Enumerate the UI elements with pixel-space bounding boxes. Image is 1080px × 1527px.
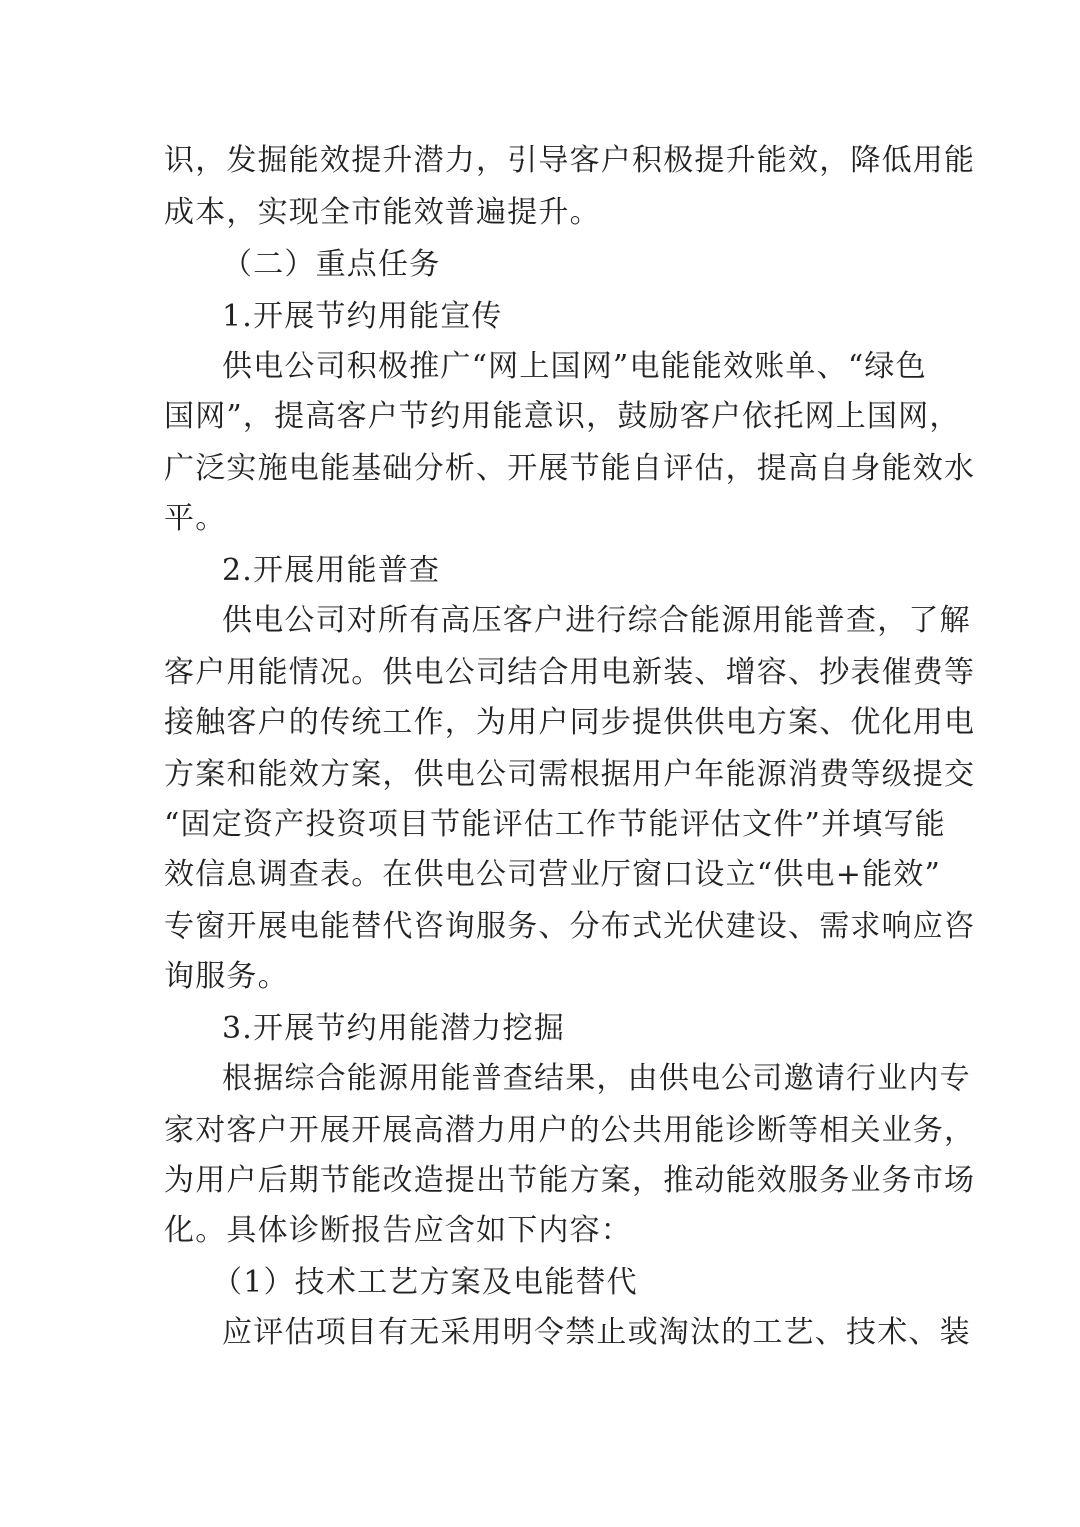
paragraph-line: 效信息调查表。在供电公司营业厅窗口设立“供电+能效” bbox=[164, 857, 942, 892]
section-heading: （二）重点任务 bbox=[222, 247, 441, 282]
paragraph-line: 成本，实现全市能效普遍提升。 bbox=[164, 195, 601, 230]
paragraph-line: 广泛实施电能基础分析、开展节能自评估，提高自身能效水 bbox=[164, 451, 976, 486]
paragraph-line: 接触客户的传统工作，为用户同步提供供电方案、优化用电 bbox=[164, 705, 976, 740]
paragraph-line: 客户用能情况。供电公司结合用电新装、增容、抄表催费等 bbox=[164, 655, 976, 690]
paragraph-line: 识，发掘能效提升潜力，引导客户积极提升能效，降低用能 bbox=[164, 143, 976, 178]
paragraph-line: 为用户后期节能改造提出节能方案，推动能效服务业务市场 bbox=[164, 1163, 976, 1198]
subsection-heading: 1.开展节约用能宣传 bbox=[222, 299, 503, 334]
paragraph-line: 供电公司对所有高压客户进行综合能源用能普查，了解 bbox=[222, 603, 971, 638]
paragraph-line: 根据综合能源用能普查结果，由供电公司邀请行业内专 bbox=[222, 1061, 971, 1096]
paragraph-line: 供电公司积极推广“网上国网”电能能效账单、“绿色 bbox=[222, 349, 927, 384]
item-heading: （1）技术工艺方案及电能替代 bbox=[212, 1265, 638, 1300]
paragraph-line: 询服务。 bbox=[164, 959, 289, 994]
paragraph-line: 应评估项目有无采用明令禁止或淘汰的工艺、技术、装 bbox=[222, 1315, 971, 1350]
paragraph-line: 化。具体诊断报告应含如下内容： bbox=[164, 1213, 632, 1248]
subsection-heading: 2.开展用能普查 bbox=[222, 553, 441, 588]
paragraph-line: 家对客户开展开展高潜力用户的公共用能诊断等相关业务， bbox=[164, 1113, 976, 1148]
paragraph-line: 平。 bbox=[164, 501, 227, 536]
subsection-heading: 3.开展节约用能潜力挖掘 bbox=[222, 1011, 566, 1046]
paragraph-line: 国网”，提高客户节约用能意识，鼓励客户依托网上国网， bbox=[164, 399, 961, 434]
paragraph-line: “固定资产投资项目节能评估工作节能评估文件”并填写能 bbox=[164, 807, 946, 842]
paragraph-line: 专窗开展电能替代咨询服务、分布式光伏建设、需求响应咨 bbox=[164, 909, 976, 944]
paragraph-line: 方案和能效方案，供电公司需根据用户年能源消费等级提交 bbox=[164, 757, 976, 792]
